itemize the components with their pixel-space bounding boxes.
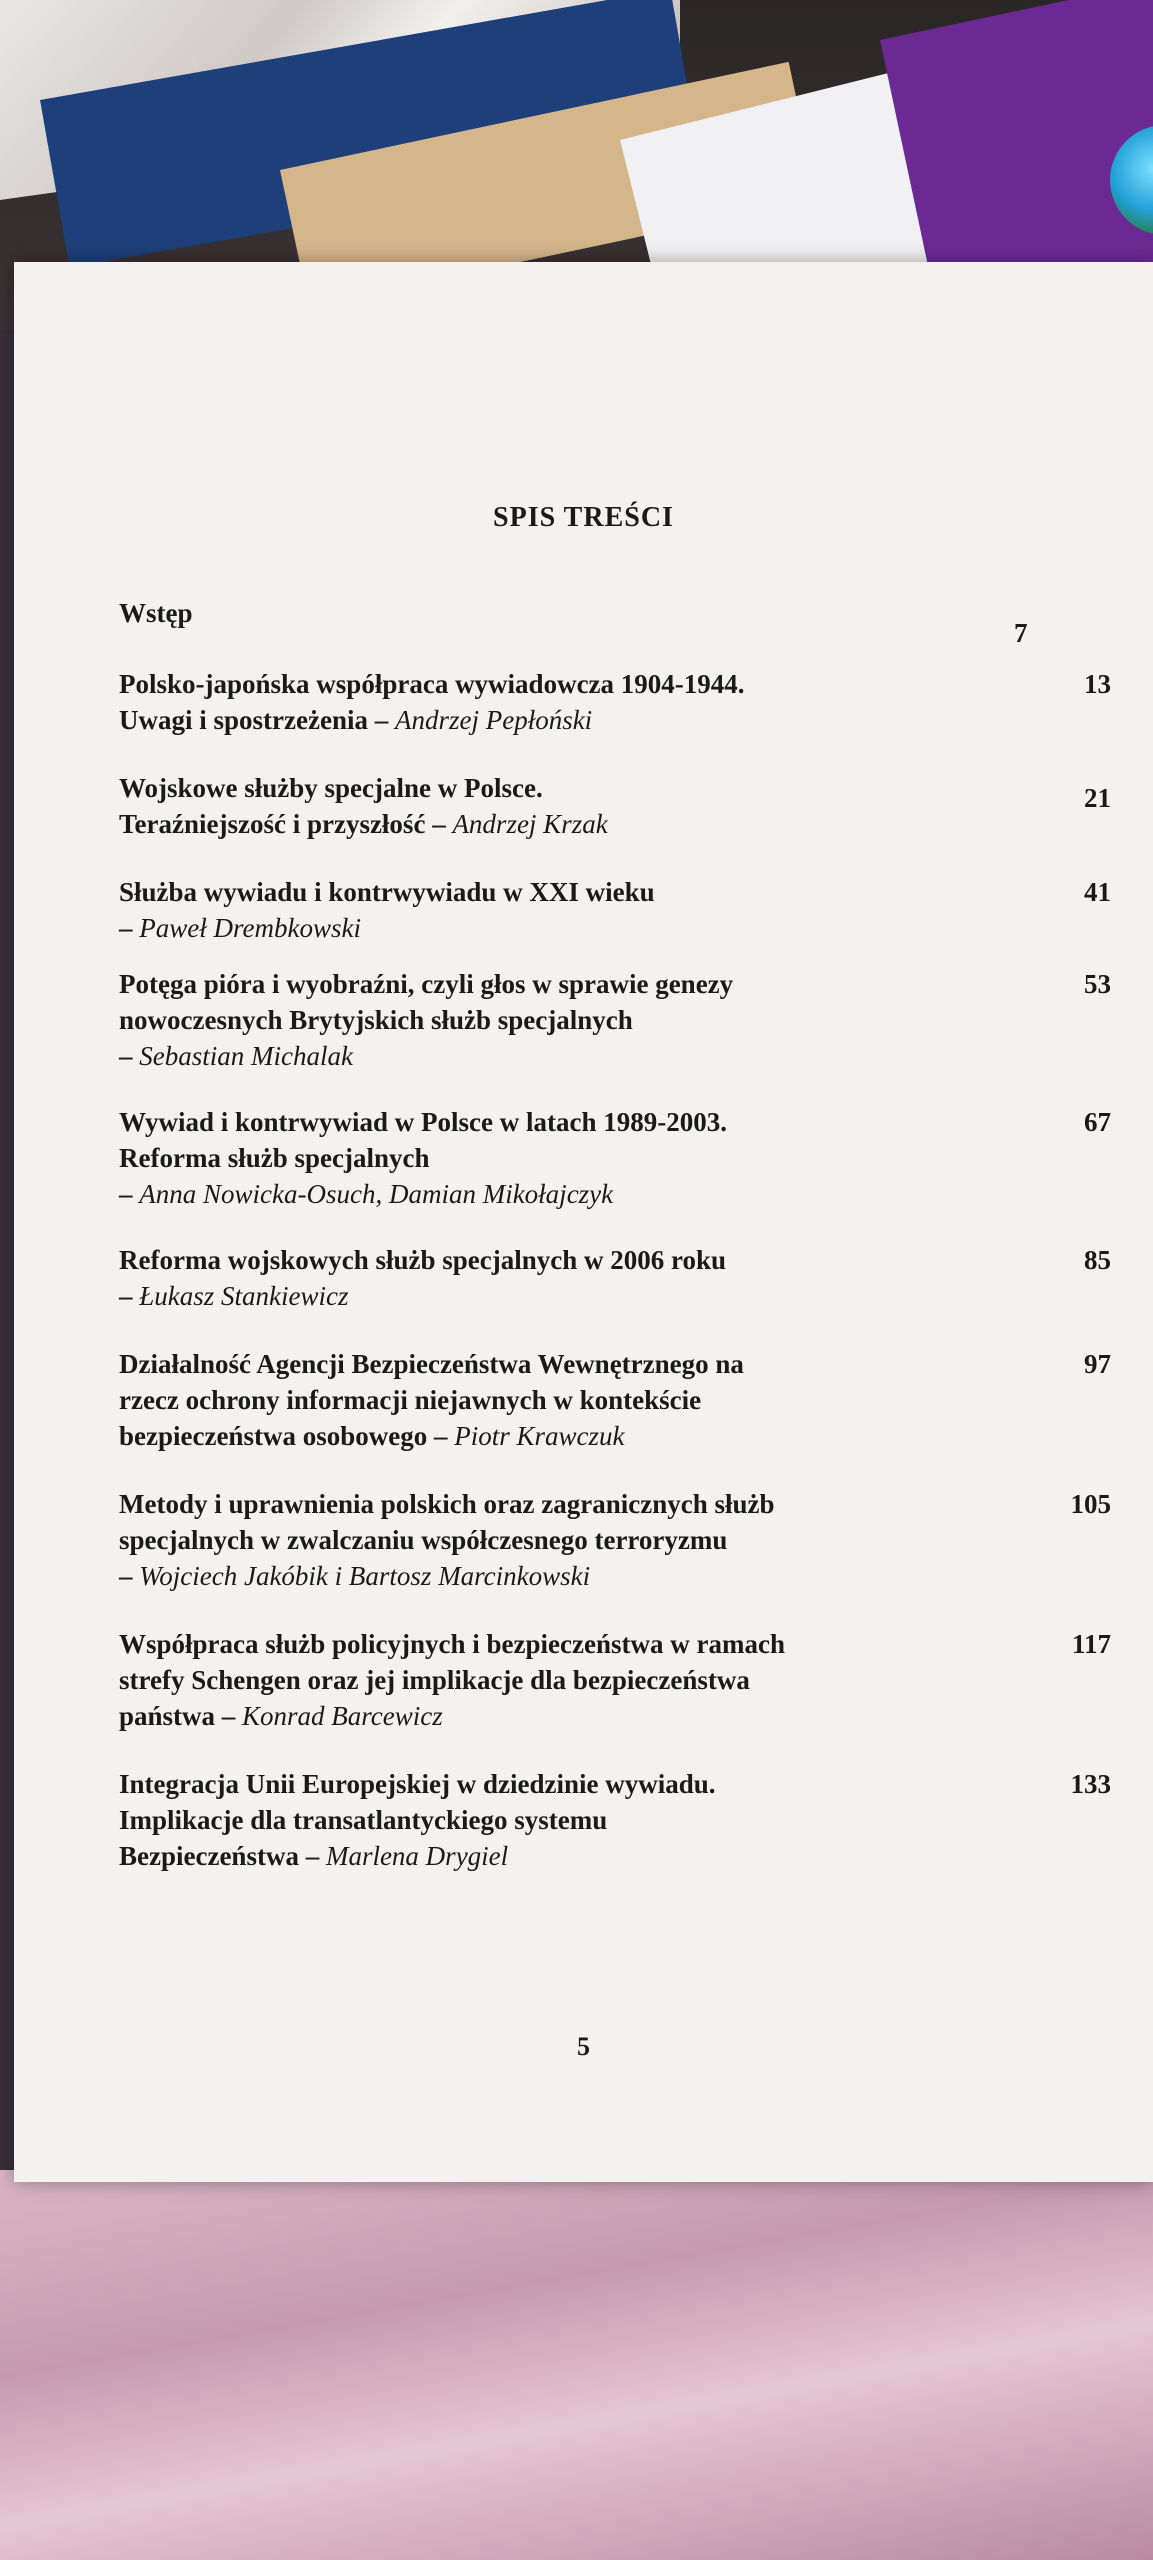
toc-author: Andrzej Pepłoński — [394, 705, 593, 735]
toc-entry — [119, 1626, 1129, 1734]
toc-title-line: rzecz ochrony informacji niejawnych w kontekście — [119, 1385, 702, 1415]
toc-title-line: Implikacje dla transatlantyckiego systemu — [119, 1805, 608, 1835]
toc-page-number: 67 — [1084, 1107, 1111, 1137]
toc-title-line: – Łukasz Stankiewicz — [119, 1281, 349, 1311]
toc-title-line: – Anna Nowicka-Osuch, Damian Mikołajczyk — [119, 1179, 614, 1209]
toc-intro-page: 7 — [1014, 618, 1028, 648]
toc-title-line: Bezpieczeństwa – Marlena Drygiel — [119, 1841, 509, 1871]
toc-title-line: strefy Schengen oraz jej implikacje dla bezpieczeństwa — [119, 1665, 750, 1695]
toc-entry — [119, 966, 1129, 1074]
toc-page-number: 21 — [1084, 783, 1111, 813]
toc-title-line: Potęga pióra i wyobraźni, czyli głos w sprawie genezy — [119, 969, 734, 999]
toc-title-line: specjalnych w zwalczaniu współczesnego terroryzmu — [119, 1525, 728, 1555]
toc-title-line: Uwagi i spostrzeżenia – Andrzej Pepłoński — [119, 705, 593, 735]
background-pink-fabric — [0, 2170, 1153, 2560]
toc-title-line: Teraźniejszość i przyszłość – Andrzej Krzak — [119, 809, 608, 839]
toc-page-number: 13 — [1084, 669, 1111, 699]
toc-entry — [119, 1242, 1129, 1314]
toc-title-line: nowoczesnych Brytyjskich służb specjalnych — [119, 1005, 633, 1035]
toc-author: Marlena Drygiel — [325, 1841, 509, 1871]
toc-title-line: Metody i uprawnienia polskich oraz zagranicznych służb — [119, 1489, 775, 1519]
toc-entry — [119, 1766, 1129, 1874]
toc-title-line: Integracja Unii Europejskiej w dziedzinie wywiadu. — [119, 1769, 716, 1799]
toc-page-number: 133 — [1070, 1769, 1111, 1799]
toc-title-line: Reforma wojskowych służb specjalnych w 2006 roku — [119, 1245, 727, 1275]
toc-title-line: Służba wywiadu i kontrwywiadu w XXI wieku — [119, 877, 655, 907]
page-title: SPIS TREŚCI — [493, 502, 674, 533]
toc-page-number: 97 — [1084, 1349, 1111, 1379]
toc-entry — [119, 874, 1129, 946]
toc-title-line: – Paweł Drembkowski — [119, 913, 361, 943]
toc-entry — [119, 666, 1129, 738]
toc-title-line: Współpraca służb policyjnych i bezpieczeństwa w ramach — [119, 1629, 785, 1659]
toc-title-line: – Wojciech Jakóbik i Bartosz Marcinkowski — [119, 1561, 591, 1591]
toc-author: Paweł Drembkowski — [139, 913, 361, 943]
toc-title-line: bezpieczeństwa osobowego – Piotr Krawczuk — [119, 1421, 625, 1451]
toc-author: Konrad Barcewicz — [242, 1701, 443, 1731]
toc-entry — [119, 1486, 1129, 1594]
book-page — [14, 262, 1153, 2182]
toc-author: Anna Nowicka-Osuch, Damian Mikołajczyk — [139, 1179, 614, 1209]
toc-title-line: Działalność Agencji Bezpieczeństwa Wewnętrznego na — [119, 1349, 744, 1379]
toc-entry — [119, 770, 1129, 842]
toc-page-number: 105 — [1070, 1489, 1111, 1519]
page-number: 5 — [577, 2032, 590, 2061]
toc-entry — [119, 1346, 1129, 1454]
toc-author: Wojciech Jakóbik i Bartosz Marcinkowski — [139, 1561, 591, 1591]
toc-intro-label: Wstęp — [119, 598, 193, 628]
toc-page-number: 85 — [1084, 1245, 1111, 1275]
toc-author: Sebastian Michalak — [139, 1041, 353, 1071]
toc-author: Andrzej Krzak — [452, 809, 608, 839]
toc-title-line: Wojskowe służby specjalne w Polsce. — [119, 773, 543, 803]
toc-entry — [119, 1104, 1129, 1212]
toc-page-number: 41 — [1084, 877, 1111, 907]
toc-title-line: – Sebastian Michalak — [119, 1041, 353, 1071]
toc-title-line: Reforma służb specjalnych — [119, 1143, 430, 1173]
toc-author: Piotr Krawczuk — [454, 1421, 625, 1451]
toc-title-line: Wywiad i kontrwywiad w Polsce w latach 1989-2003. — [119, 1107, 727, 1137]
toc-page-number: 117 — [1071, 1629, 1111, 1659]
toc-author: Łukasz Stankiewicz — [139, 1281, 349, 1311]
toc-title-line: Polsko-japońska współpraca wywiadowcza 1904-1944. — [119, 669, 745, 699]
toc-page-number: 53 — [1084, 969, 1111, 999]
toc-title-line: państwa – Konrad Barcewicz — [119, 1701, 443, 1731]
